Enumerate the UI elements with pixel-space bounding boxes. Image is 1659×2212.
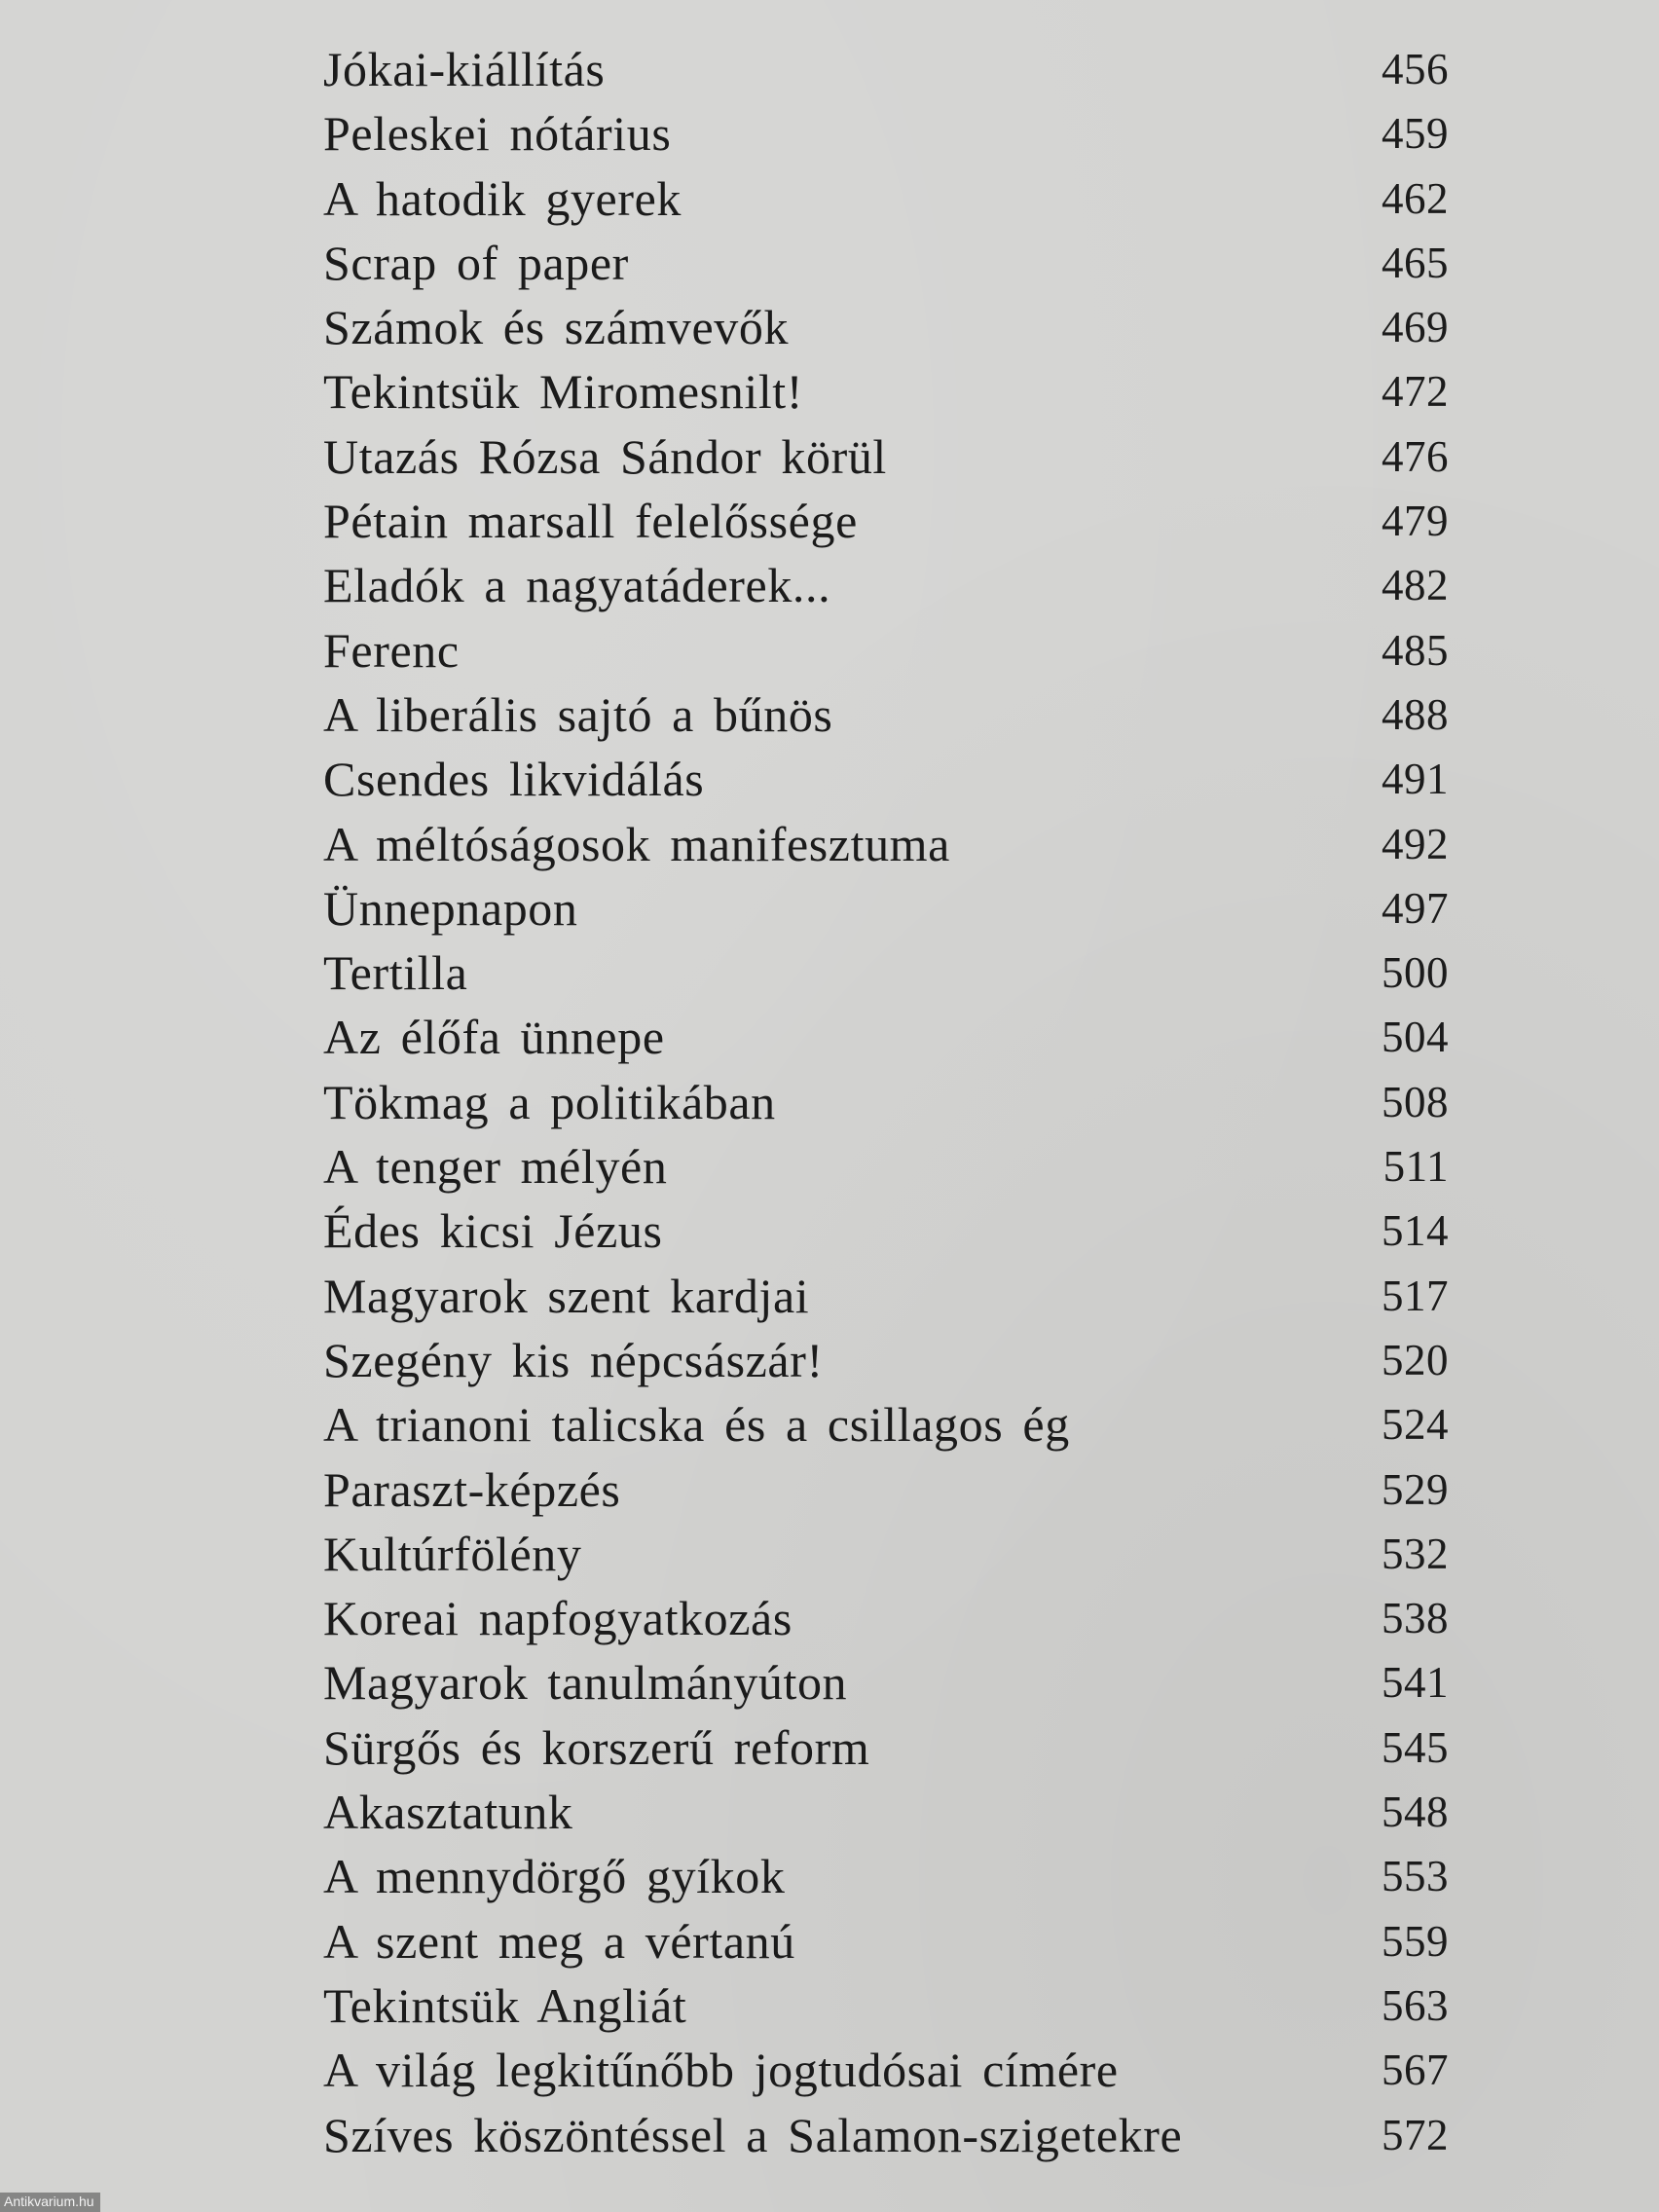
toc-entry bbox=[323, 1264, 1449, 1328]
toc-entry-title: Csendes likvidálás bbox=[323, 752, 705, 807]
toc-entry-title: A tenger mélyén bbox=[323, 1139, 668, 1195]
toc-entry-title: Édes kicsi Jézus bbox=[323, 1203, 663, 1259]
toc-entry bbox=[323, 618, 1449, 682]
toc-entry bbox=[323, 1844, 1449, 1908]
toc-entry-page: 532 bbox=[1382, 1529, 1449, 1578]
toc-entry-page: 504 bbox=[1382, 1013, 1449, 1062]
toc-entry bbox=[323, 1328, 1449, 1392]
toc-entry-page: 469 bbox=[1382, 303, 1449, 352]
toc-entry-page: 465 bbox=[1382, 238, 1449, 287]
toc-entry-page: 563 bbox=[1382, 1980, 1449, 2030]
toc-entry-title: Tertilla bbox=[323, 945, 468, 1001]
toc-entry-page: 572 bbox=[1382, 2110, 1449, 2159]
toc-entry-page: 529 bbox=[1382, 1464, 1449, 1514]
toc-entry-title: Tekintsük Miromesnilt! bbox=[323, 364, 804, 420]
toc-entry-title: Jókai-kiállítás bbox=[323, 42, 606, 96]
toc-entry bbox=[323, 812, 1449, 876]
toc-entry bbox=[323, 1780, 1449, 1844]
toc-entry-title: Tekintsük Angliát bbox=[323, 1977, 687, 2033]
toc-entry-title: Szegény kis népcsászár! bbox=[323, 1332, 824, 1387]
toc-entry-title: Ünnepnapon bbox=[323, 880, 578, 936]
toc-entry-title: Peleskei nótárius bbox=[323, 106, 672, 162]
toc-entry bbox=[323, 1522, 1449, 1586]
toc-entry-page: 476 bbox=[1382, 431, 1449, 481]
toc-entry bbox=[323, 682, 1449, 747]
toc-entry bbox=[323, 231, 1449, 295]
toc-entry-page: 541 bbox=[1382, 1658, 1449, 1708]
toc-entry bbox=[323, 424, 1449, 489]
toc-entry-title: A világ legkitűnőbb jogtudósai címére bbox=[323, 2043, 1119, 2098]
toc-entry-title: Magyarok szent kardjai bbox=[323, 1268, 810, 1323]
watermark: Antikvarium.hu bbox=[0, 2193, 100, 2212]
toc-entry-title: Akasztatunk bbox=[323, 1785, 573, 1840]
toc-entry-title: Ferenc bbox=[323, 622, 460, 678]
toc-entry bbox=[323, 2103, 1449, 2167]
toc-entry-title: Koreai napfogyatkozás bbox=[323, 1591, 793, 1646]
toc-entry bbox=[323, 2038, 1449, 2102]
toc-entry-page: 553 bbox=[1382, 1852, 1449, 1901]
toc-entry bbox=[323, 1005, 1449, 1069]
toc-entry bbox=[323, 101, 1449, 166]
toc-entry bbox=[323, 940, 1449, 1005]
toc-entry-page: 497 bbox=[1382, 883, 1449, 933]
toc-entry-title: Számok és számvevők bbox=[323, 300, 790, 355]
toc-entry bbox=[323, 747, 1449, 811]
toc-entry bbox=[323, 1134, 1449, 1198]
toc-entry bbox=[323, 295, 1449, 359]
toc-entry bbox=[323, 1973, 1449, 2038]
toc-entry-page: 485 bbox=[1382, 625, 1449, 675]
toc-entry-title: A méltóságosok manifesztuma bbox=[323, 816, 950, 871]
toc-entry-page: 472 bbox=[1382, 367, 1449, 417]
toc-entry bbox=[323, 1715, 1449, 1780]
toc-entry bbox=[323, 553, 1449, 617]
toc-entry-title: Sürgős és korszerű reform bbox=[323, 1719, 870, 1775]
toc-entry bbox=[323, 489, 1449, 553]
toc-entry-title: A hatodik gyerek bbox=[323, 170, 682, 226]
toc-entry bbox=[323, 359, 1449, 424]
toc-entry-title: Kultúrfölény bbox=[323, 1526, 582, 1581]
toc-entry-title: Paraszt-képzés bbox=[323, 1461, 621, 1517]
toc-entry-page: 459 bbox=[1382, 109, 1449, 159]
toc-entry-title: Magyarok tanulmányúton bbox=[323, 1655, 848, 1711]
toc-entry-title: Pétain marsall felelőssége bbox=[323, 494, 858, 549]
toc-entry-title: Az élőfa ünnepe bbox=[323, 1010, 665, 1065]
toc-entry bbox=[323, 1198, 1449, 1263]
toc-entry bbox=[323, 1392, 1449, 1456]
toc-entry-title: Szíves köszöntéssel a Salamon-szigetekre bbox=[323, 2107, 1183, 2162]
toc-entry-page: 520 bbox=[1382, 1335, 1449, 1384]
toc-entry bbox=[323, 166, 1449, 231]
toc-entry-page: 456 bbox=[1382, 45, 1449, 93]
toc-entry-page: 511 bbox=[1382, 1142, 1449, 1192]
toc-entry-page: 538 bbox=[1382, 1594, 1449, 1643]
toc-entry-page: 462 bbox=[1382, 173, 1449, 223]
toc-entry-title: A szent meg a vértanú bbox=[323, 1913, 795, 1969]
toc-entry-title: A mennydörgő gyíkok bbox=[323, 1849, 786, 1904]
toc-entry-page: 545 bbox=[1382, 1722, 1449, 1772]
toc-entry bbox=[323, 1650, 1449, 1714]
toc-entry bbox=[323, 1909, 1449, 1973]
toc-entry-page: 479 bbox=[1382, 497, 1449, 546]
toc-entry-title: Utazás Rózsa Sándor körül bbox=[323, 428, 887, 484]
toc-entry-page: 524 bbox=[1382, 1400, 1449, 1450]
toc-entry-page: 492 bbox=[1382, 819, 1449, 868]
toc-entry-page: 567 bbox=[1382, 2046, 1449, 2095]
toc-entry-title: Scrap of paper bbox=[323, 235, 629, 290]
toc-entry-title: A liberális sajtó a bűnös bbox=[323, 686, 833, 742]
toc-entry-page: 491 bbox=[1382, 755, 1449, 804]
toc-entry bbox=[323, 876, 1449, 940]
table-of-contents bbox=[323, 37, 1449, 2167]
toc-entry-page: 548 bbox=[1382, 1788, 1449, 1837]
toc-entry-title: Tökmag a politikában bbox=[323, 1074, 776, 1129]
toc-entry-page: 508 bbox=[1382, 1077, 1449, 1126]
toc-entry-page: 500 bbox=[1382, 948, 1449, 998]
toc-entry-page: 514 bbox=[1382, 1206, 1449, 1256]
toc-entry-page: 517 bbox=[1382, 1271, 1449, 1320]
toc-entry-page: 488 bbox=[1382, 689, 1449, 739]
toc-entry bbox=[323, 1457, 1449, 1522]
toc-entry-title: Eladók a nagyatáderek... bbox=[323, 558, 831, 613]
toc-entry bbox=[323, 1586, 1449, 1650]
toc-entry-title: A trianoni talicska és a csillagos ég bbox=[323, 1397, 1070, 1453]
toc-entry bbox=[323, 37, 1449, 101]
toc-entry-page: 559 bbox=[1382, 1916, 1449, 1966]
toc-entry bbox=[323, 1070, 1449, 1134]
toc-entry-page: 482 bbox=[1382, 561, 1449, 610]
